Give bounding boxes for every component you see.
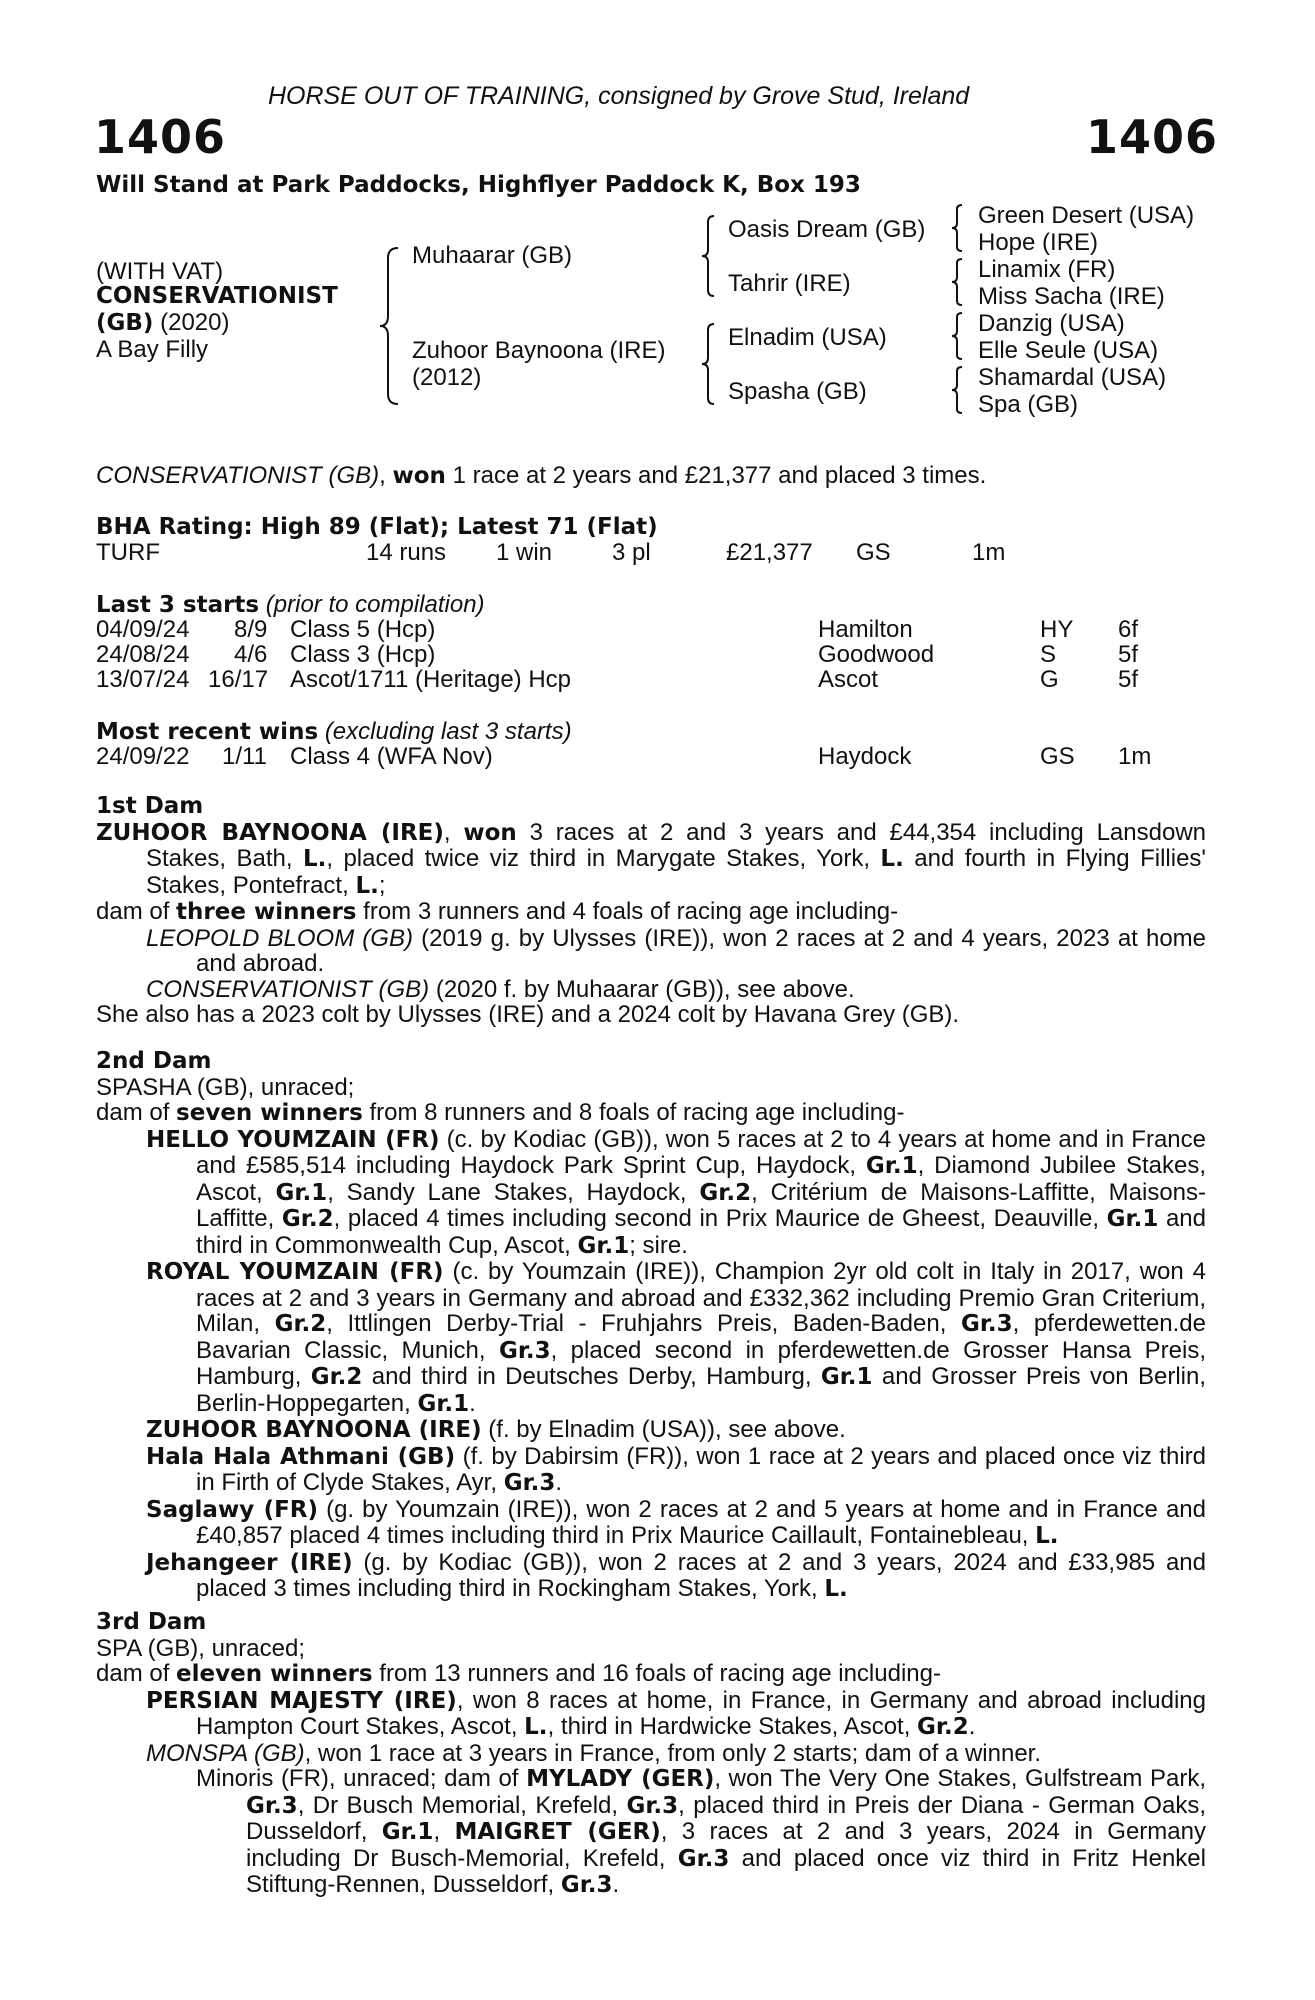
ggp-brace-4: [950, 365, 964, 415]
ggp-3: Linamix (FR): [978, 256, 1116, 283]
turf-placed: 3 pl: [612, 539, 651, 566]
text: ;: [378, 871, 386, 899]
ggp-brace-2: [950, 257, 964, 307]
grade: Gr.3: [503, 1470, 556, 1496]
text: , placed 4 times including second in Prix Maurice de Gheest, Deauville,: [333, 1205, 1107, 1232]
last3-race: Class 5 (Hcp): [290, 616, 436, 643]
turf-distance: 1m: [972, 539, 1006, 566]
text: .: [555, 1469, 563, 1496]
last3-pos: 16/17: [208, 666, 269, 693]
turf-runs: 14 runs: [366, 539, 447, 566]
text: ,: [433, 1818, 455, 1845]
grade: L.: [1035, 1523, 1059, 1549]
grade: Gr.3: [246, 1792, 298, 1819]
ggp-6: Elle Seule (USA): [978, 337, 1159, 364]
race-summary: CONSERVATIONIST (GB), won 1 race at 2 years and £21,377 and placed 3 times.: [96, 462, 987, 489]
win-course: Haydock: [818, 743, 912, 770]
offspring-name: ZUHOOR BAYNOONA (IRE): [146, 1417, 482, 1443]
horse-name-part1: CONSERVATIONIST: [96, 283, 338, 309]
grade: Gr.1: [417, 1390, 470, 1417]
text: , Critérium de Maisons-Laffitte, Maisons-Laffitte,: [196, 1178, 1207, 1232]
horse-name-part2: (GB): [96, 310, 154, 336]
text: (g. by Kodiac (GB)), won 2 races at 2 and 3 years, 2024 and £33,985 and placed 3 times including third in Rockingham Stakes, York,: [196, 1548, 1206, 1602]
recent-wins-title: Most recent wins: [96, 719, 319, 745]
text: , Ittlingen Derby-Trial - Fruhjahrs Preis, Baden-Baden,: [326, 1310, 961, 1337]
last3-title: Last 3 starts: [96, 592, 260, 618]
grade: Gr.2: [917, 1714, 969, 1740]
last3-date: 13/07/24: [96, 666, 190, 693]
grade: Gr.1: [820, 1364, 873, 1390]
text: , placed twice viz third in Marygate Stakes, York,: [326, 845, 881, 872]
offspring-monspa: [96, 1741, 1206, 1767]
recent-wins-heading: [96, 718, 572, 746]
text: (f. by Elnadim (USA)), see above.: [481, 1416, 846, 1443]
offspring-saglawy: [96, 1497, 1206, 1550]
grade: Gr.1: [577, 1232, 630, 1259]
text: dam of: [96, 1660, 177, 1687]
offspring-royal-youmzain: [96, 1259, 1206, 1417]
second-dam-produce: [96, 1100, 1206, 1127]
text: , won The Very One Stakes, Gulfstream Park,: [714, 1765, 1207, 1792]
text: (c. by Youmzain (IRE)), Champion 2yr old colt in Italy in 2017, won 4 races at 2 and 3 years in Germany and abroad and £332,362 including Premio Gran Criterium, Milan,: [196, 1258, 1206, 1337]
text: , 3 races at 2 and 3 years, 2024 in Germany including Dr Busch-Memorial, Krefeld,: [246, 1818, 1206, 1872]
grade: Gr.3: [677, 1845, 730, 1872]
last3-date: 24/08/24: [96, 641, 190, 668]
grade: L.: [880, 846, 904, 872]
text: , Sandy Lane Stakes, Haydock,: [327, 1178, 700, 1206]
text: and placed once viz third in Fritz Henkel Stiftung-Rennen, Dusseldorf,: [246, 1844, 1206, 1898]
last3-course: Goodwood: [818, 641, 935, 668]
text: from 13 runners and 16 foals of racing age including-: [372, 1660, 941, 1687]
ggp-5: Danzig (USA): [978, 310, 1125, 337]
grade: Gr.1: [1106, 1206, 1159, 1232]
ggp-1: Green Desert (USA): [978, 202, 1195, 229]
offspring-conservationist: [96, 977, 1206, 1003]
consignor-line: HORSE OUT OF TRAINING, consigned by Grove Stud, Ireland: [268, 82, 970, 110]
text: and Grosser Preis von Berlin, Berlin-Hoppegarten,: [196, 1363, 1206, 1417]
sire-brace: [700, 214, 716, 298]
granddam-1: Tahrir (IRE): [728, 270, 851, 297]
grade: L.: [824, 1576, 848, 1602]
text: (g. by Youmzain (IRE)), won 2 races at 2 and 5 years at home and in France and £40,857 placed 4 times including third in Prix Maurice Caillault, Fontainebleau,: [196, 1495, 1206, 1549]
offspring-jehangeer: [96, 1550, 1206, 1603]
text: 3 races at 2 and 3 years and £44,354 including Lansdown Stakes, Bath,: [146, 818, 1206, 872]
third-dam-heading: 3rd Dam: [96, 1609, 207, 1635]
offspring-minoris: [96, 1766, 1206, 1899]
text: from 3 runners and 4 foals of racing age including-: [356, 898, 899, 925]
third-dam-section: [96, 1610, 1206, 1899]
grade: Gr.2: [281, 1206, 334, 1232]
last3-date: 04/09/24: [96, 616, 190, 643]
vat-label: (WITH VAT): [96, 258, 224, 285]
grade: Gr.3: [626, 1792, 679, 1819]
text: , third in Hardwicke Stakes, Ascot,: [547, 1713, 918, 1740]
ggp-brace-3: [950, 311, 964, 361]
grade: Gr.1: [275, 1179, 328, 1206]
win-date: 24/09/22: [96, 743, 190, 770]
last3-note: (prior to compilation): [265, 591, 485, 618]
first-dam-section: [96, 794, 1206, 1028]
text: Minoris (FR), unraced; dam of: [196, 1765, 527, 1792]
offspring-name: MAIGRET (GER): [454, 1819, 661, 1845]
ggp-4: Miss Sacha (IRE): [978, 283, 1165, 310]
offspring-name: LEOPOLD BLOOM (GB): [146, 924, 413, 952]
last3-course: Ascot: [818, 666, 879, 693]
ggp-brace-1: [950, 203, 964, 253]
turf-wins: 1 win: [496, 539, 553, 566]
third-dam-produce: [96, 1661, 1206, 1688]
last3-pos: 4/6: [234, 641, 268, 668]
second-dam-heading: 2nd Dam: [96, 1048, 212, 1074]
offspring-name: CONSERVATIONIST (GB): [146, 975, 430, 1003]
bha-rating: BHA Rating: High 89 (Flat); Latest 71 (Flat): [96, 514, 658, 540]
sire: Muhaarar (GB): [412, 242, 573, 269]
offspring-name: PERSIAN MAJESTY (IRE): [146, 1687, 457, 1714]
text: dam of: [96, 1099, 177, 1126]
last3-dist: 6f: [1118, 616, 1139, 643]
stand-line: Will Stand at Park Paddocks, Highflyer Paddock K, Box 193: [96, 172, 861, 198]
horse-name: [96, 282, 338, 310]
win-dist: 1m: [1118, 743, 1152, 770]
second-dam-section: [96, 1049, 1206, 1603]
offspring-name: MONSPA (GB): [146, 1739, 305, 1767]
ggp-2: Hope (IRE): [978, 229, 1099, 256]
win-going: GS: [1040, 743, 1075, 770]
text: , Dr Busch Memorial, Krefeld,: [297, 1791, 627, 1819]
first-dam-heading: 1st Dam: [96, 793, 204, 819]
grade: Gr.3: [560, 1872, 613, 1898]
first-dam-produce: [96, 899, 1206, 926]
turf-going: GS: [856, 539, 891, 566]
grade: Gr.1: [381, 1819, 434, 1845]
offspring-name: MYLADY (GER): [526, 1766, 715, 1792]
dam-line1: Zuhoor Baynoona (IRE): [412, 337, 666, 364]
text: (2019 g. by Ulysses (IRE)), won 2 races at 2 and 4 years, 2023 at home and abroad.: [196, 924, 1207, 977]
offspring-name: Jehangeer (IRE): [146, 1549, 353, 1576]
main-brace: [378, 246, 402, 406]
text: , placed third in Preis der Diana - German Oaks, Dusseldorf,: [246, 1791, 1206, 1845]
offspring-zuhoor-baynoona: [96, 1417, 1206, 1444]
text: (f. by Dabirsim (FR)), won 1 race at 2 years and placed once viz third in Firth of Clyde Stakes, Ayr,: [196, 1442, 1206, 1496]
turf-surface: TURF: [96, 539, 160, 566]
summary-rest: 1 race at 2 years and £21,377 and placed 3 times.: [445, 462, 987, 489]
winners-count: three winners: [176, 899, 357, 925]
grandsire-2: Elnadim (USA): [728, 324, 887, 351]
grade: Gr.3: [960, 1311, 1013, 1337]
offspring-name: Saglawy (FR): [146, 1496, 319, 1523]
ggp-8: Spa (GB): [978, 391, 1079, 418]
offspring-hello-youmzain: [96, 1127, 1206, 1260]
text: (2020 f. by Muhaarar (GB)), see above.: [429, 975, 855, 1003]
offspring-name: ROYAL YOUMZAIN (FR): [146, 1259, 444, 1285]
offspring-name: Hala Hala Athmani (GB): [146, 1443, 456, 1470]
last3-going: G: [1040, 666, 1059, 693]
lot-number-right: 1406: [1086, 110, 1219, 164]
offspring-name: HELLO YOUMZAIN (FR): [146, 1126, 440, 1153]
turf-earnings: £21,377: [726, 539, 813, 566]
summary-won: won: [392, 463, 446, 489]
grade: Gr.2: [699, 1179, 752, 1206]
winners-count: eleven winners: [176, 1661, 373, 1687]
won-label: won: [463, 819, 517, 846]
last3-going: HY: [1040, 616, 1074, 643]
dam-brace: [700, 322, 716, 406]
grandsire-1: Oasis Dream (GB): [728, 216, 926, 243]
last3-pos: 8/9: [234, 616, 268, 643]
text: , pferdewetten.de Bavarian Classic, Munich,: [196, 1310, 1207, 1364]
horse-description: A Bay Filly: [96, 336, 209, 363]
ggp-7: Shamardal (USA): [978, 364, 1167, 391]
grade: Gr.2: [274, 1311, 327, 1337]
text: and third in Deutsches Derby, Hamburg,: [362, 1363, 821, 1390]
last3-course: Hamilton: [818, 616, 913, 643]
text: and fourth in Flying Fillies' Stakes, Pontefract,: [146, 845, 1206, 899]
text: , Diamond Jubilee Stakes, Ascot,: [196, 1152, 1206, 1206]
dam-name: ZUHOOR BAYNOONA (IRE): [96, 819, 444, 846]
last3-dist: 5f: [1118, 666, 1139, 693]
last3-going: S: [1040, 641, 1057, 668]
summary-name: CONSERVATIONIST (GB): [96, 462, 380, 489]
first-dam-record: ZUHOOR BAYNOONA (IRE), won 3 races at 2 and 3 years and £44,354 including Lansdown Stakes, Bath, L., placed twice viz third in Marygate Stakes, York, L. and fourth in Flying Fillies' Stakes, Pontefract, L.;: [96, 818, 1206, 899]
offspring-persian-majesty: [96, 1688, 1206, 1741]
text: (c. by Kodiac (GB)), won 5 races at 2 to 4 years at home and in France and £585,514 including Haydock Park Sprint Cup, Haydock,: [196, 1125, 1206, 1179]
recent-wins-note: (excluding last 3 starts): [324, 718, 572, 745]
granddam-2: Spasha (GB): [728, 378, 867, 405]
text: .: [612, 1871, 620, 1898]
winners-count: seven winners: [176, 1100, 363, 1126]
text: from 8 runners and 8 foals of racing age including-: [362, 1099, 905, 1126]
offspring-hala-hala-athmani: [96, 1444, 1206, 1497]
text: , won 1 race at 3 years in France, from only 2 starts; dam of a winner.: [304, 1739, 1041, 1767]
text: ; sire.: [629, 1231, 688, 1259]
text: .: [469, 1389, 476, 1417]
last3-race: Ascot/1711 (Heritage) Hcp: [290, 666, 572, 693]
text: and third in Commonwealth Cup, Ascot,: [196, 1205, 1206, 1259]
grade: Gr.3: [498, 1337, 551, 1364]
horse-origin-year: [96, 309, 229, 337]
text: , placed second in pferdewetten.de Grosser Hansa Preis, Hamburg,: [196, 1336, 1206, 1390]
grade: L.: [355, 872, 379, 899]
win-race: Class 4 (WFA Nov): [290, 743, 493, 770]
win-pos: 1/11: [222, 743, 267, 770]
grade: Gr.2: [310, 1364, 363, 1390]
last3-race: Class 3 (Hcp): [290, 641, 436, 668]
lot-number-left: 1406: [94, 110, 227, 164]
last3-heading: [96, 591, 485, 619]
last3-dist: 5f: [1118, 641, 1139, 668]
first-dam-note: She also has a 2023 colt by Ulysses (IRE) and a 2024 colt by Havana Grey (GB).: [96, 1001, 960, 1028]
second-dam-intro: SPASHA (GB), unraced;: [96, 1073, 355, 1101]
third-dam-intro: SPA (GB), unraced;: [96, 1634, 305, 1662]
text: , won 8 races at home, in France, in Germany and abroad including Hampton Court Stakes, Ascot,: [196, 1686, 1207, 1740]
grade: L.: [302, 846, 327, 872]
offspring-leopold-bloom: [96, 926, 1206, 977]
text: .: [968, 1713, 976, 1740]
dam-line2: (2012): [412, 364, 482, 391]
horse-year: (2020): [160, 309, 230, 336]
grade: Gr.1: [865, 1153, 918, 1179]
grade: L.: [524, 1714, 548, 1740]
text: dam of: [96, 898, 177, 925]
